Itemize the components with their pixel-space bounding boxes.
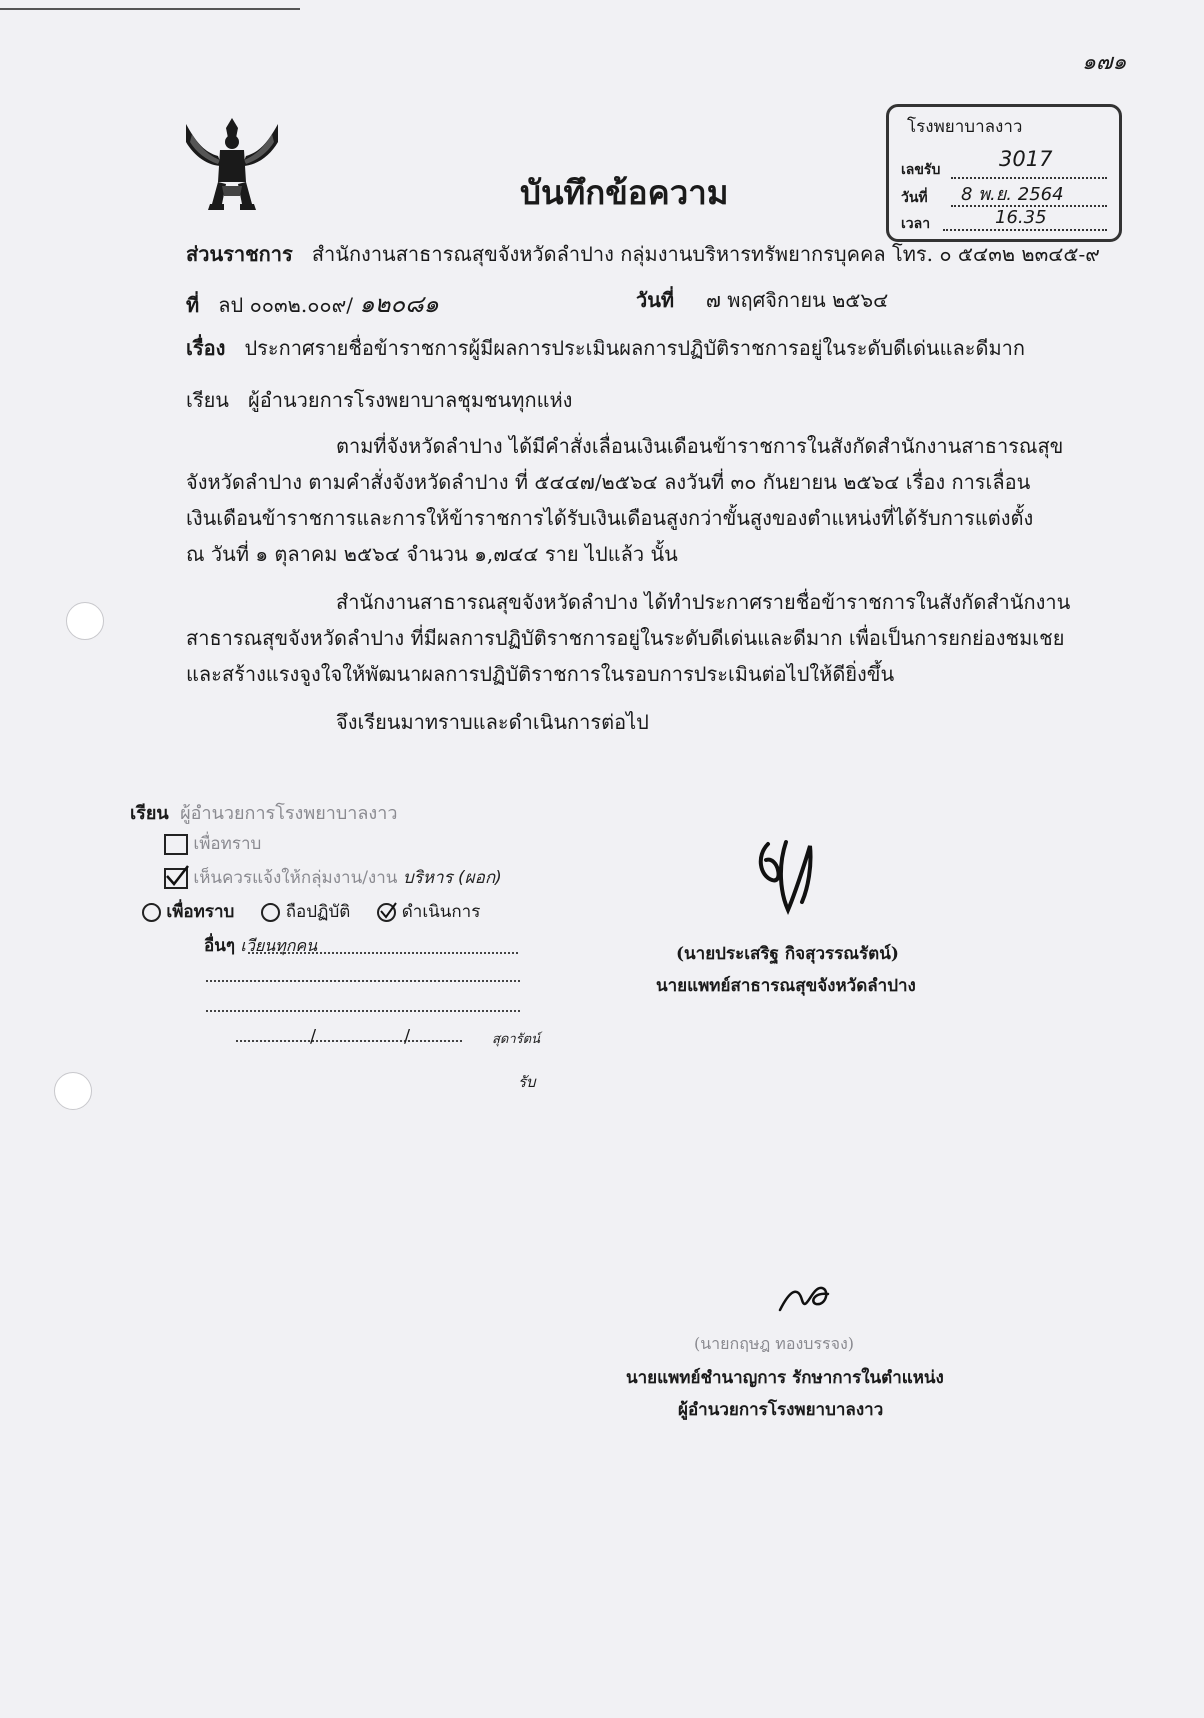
ref-row — [186, 284, 439, 323]
option-row — [164, 864, 502, 891]
stamp-time-label: เวลา — [901, 216, 931, 232]
other-dotline — [248, 952, 518, 954]
radio-comply[interactable] — [261, 903, 280, 922]
stamp-date-value: 8 พ.ย. 2564 — [961, 184, 1064, 205]
check-mark-icon — [164, 864, 190, 888]
date-value: ๗ พฤศจิกายน ๒๕๖๔ — [705, 288, 889, 312]
routing-to-row — [130, 798, 397, 827]
date-label: วันที่ — [636, 288, 675, 312]
page-number: ๑๗๑ — [1082, 50, 1127, 75]
body-p1-line: ณ วันที่ ๑ ตุลาคม ๒๕๖๔ จำนวน ๑,๗๔๔ ราย ไปแล้ว นั้น — [186, 542, 678, 566]
signer-name: (นายประเสริฐ กิจสุวรรณรัตน์) — [676, 944, 899, 964]
initials-handwritten-2: รับ — [518, 1073, 536, 1091]
stamp-receive-label: เลขรับ — [901, 162, 941, 178]
subject-label: เรื่อง — [186, 336, 226, 360]
ref-label: ที่ — [186, 293, 200, 317]
ref-value: ลป ๐๐๓๒.๐๐๙/ — [218, 293, 354, 317]
routing-to-label: เรียน — [130, 803, 169, 824]
punch-hole — [54, 1072, 92, 1110]
closing-line: จึงเรียนมาทราบและดำเนินการต่อไป — [336, 710, 649, 734]
director-signature-icon — [776, 1280, 832, 1320]
other-row — [204, 932, 317, 959]
option-row — [164, 830, 261, 857]
checkbox-for-info[interactable] — [164, 834, 188, 855]
body-p2-line: สาธารณสุขจังหวัดลำปาง ที่มีผลการปฏิบัติราชการอยู่ในระดับดีเด่นและดีมาก เพื่อเป็นการยกย่องชมเชย — [186, 626, 1065, 650]
routing-to-value: ผู้อำนวยการโรงพยาบาลงาว — [180, 803, 398, 824]
signer-position: นายแพทย์สาธารณสุขจังหวัดลำปาง — [656, 976, 916, 996]
radio-for-info[interactable] — [142, 903, 161, 922]
stamp-dotline — [943, 229, 1107, 231]
body-p1-line: จังหวัดลำปาง ตามคำสั่งจังหวัดลำปาง ที่ ๕๔๔๗/๒๕๖๔ ลงวันที่ ๓๐ กันยายน ๒๕๖๔ เรื่อง การเลื่อน — [186, 470, 1031, 494]
director-position: นายแพทย์ชำนาญการ รักษาการในตำแหน่ง — [626, 1368, 944, 1388]
initials-handwritten: สุดารัตน์ — [492, 1032, 540, 1047]
other-label: อื่นๆ — [204, 936, 235, 956]
option-label: เห็นควรแจ้งให้กลุ่มงาน/งาน — [193, 868, 398, 888]
stamp-time-value: 16.35 — [995, 207, 1047, 228]
check-mark-icon — [378, 901, 398, 921]
radio-proceed[interactable] — [377, 903, 396, 922]
date-dotline — [236, 1040, 462, 1042]
ref-handwritten-number: ๑๒๐๘๑ — [359, 290, 439, 318]
option-label: เพื่อทราบ — [193, 834, 262, 854]
checkbox-notify-department[interactable] — [164, 868, 188, 889]
stamp-receive-no: 3017 — [999, 147, 1053, 171]
signer-signature-icon — [754, 836, 824, 916]
agency-value: สำนักงานสาธารณสุขจังหวัดลำปาง กลุ่มงานบริหารทรัพยากรบุคคล โทร. ๐ ๕๔๓๒ ๒๓๔๕-๙ — [311, 242, 1100, 266]
stamp-date-label: วันที่ — [901, 190, 928, 206]
option-handwritten: บริหาร (ผอก) — [402, 868, 502, 888]
action-option-label: ดำเนินการ — [401, 902, 481, 922]
receiving-stamp — [886, 104, 1122, 242]
body-p2-line: และสร้างแรงจูงใจให้พัฒนาผลการปฏิบัติราชการในรอบการประเมินต่อไปให้ดียิ่งขึ้น — [186, 662, 895, 686]
date-slash: / — [310, 1026, 317, 1047]
to-value: ผู้อำนวยการโรงพยาบาลชุมชนทุกแห่ง — [248, 388, 573, 412]
stamp-title: โรงพยาบาลงาว — [907, 117, 1023, 137]
date-slash: / — [404, 1026, 411, 1047]
punch-hole — [66, 602, 104, 640]
scan-edge-line — [0, 8, 300, 10]
action-option-label: เพื่อทราบ — [166, 902, 235, 922]
director-name: (นายกฤษฎ ทองบรรจง) — [694, 1334, 855, 1353]
to-row — [186, 384, 572, 416]
garuda-emblem-icon — [182, 112, 282, 216]
other-handwritten: เวียนทุกคน — [240, 936, 318, 955]
memo-title: บันทึกข้อความ — [520, 173, 729, 212]
agency-row — [186, 238, 1100, 270]
director-position-2: ผู้อำนวยการโรงพยาบาลงาว — [678, 1400, 884, 1420]
action-options-row — [142, 898, 480, 925]
date-row — [636, 284, 888, 316]
body-p1-line: เงินเดือนข้าราชการและการให้ข้าราชการได้รับเงินเดือนสูงกว่าขั้นสูงของตำแหน่งที่ได้รับการแต่งตั้ง — [186, 506, 1034, 530]
agency-label: ส่วนราชการ — [186, 242, 293, 266]
action-option-label: ถือปฏิบัติ — [285, 902, 351, 922]
to-label: เรียน — [186, 388, 229, 412]
body-p2-line: สำนักงานสาธารณสุขจังหวัดลำปาง ได้ทำประกาศรายชื่อข้าราชการในสังกัดสำนักงาน — [336, 590, 1071, 614]
body-p1-line: ตามที่จังหวัดลำปาง ได้มีคำสั่งเลื่อนเงินเดือนข้าราชการในสังกัดสำนักงานสาธารณสุข — [336, 434, 1064, 458]
blank-dotline — [206, 1010, 520, 1012]
subject-value: ประกาศรายชื่อข้าราชการผู้มีผลการประเมินผลการปฏิบัติราชการอยู่ในระดับดีเด่นและดีมาก — [244, 336, 1026, 360]
subject-row — [186, 332, 1025, 364]
blank-dotline — [206, 980, 520, 982]
